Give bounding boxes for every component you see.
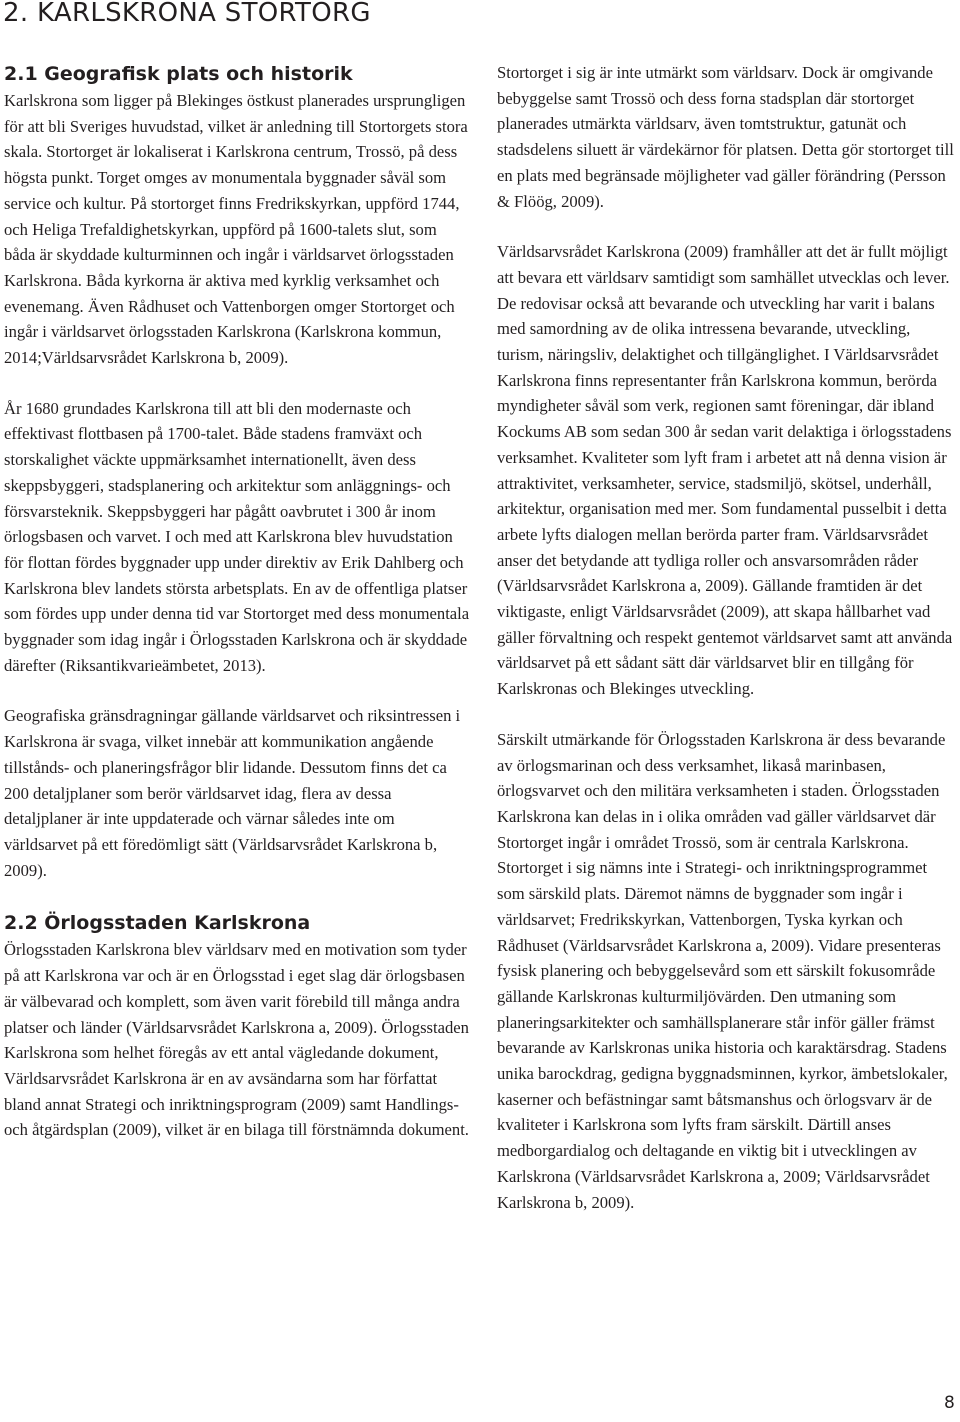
paragraph-geography-intro: Karlskrona som ligger på Blekinges östkust planerades ursprungligen för att bli Sveriges huvudstad, vilket är anledning till Stortorgets stora skala. Stortorget är lokaliserat i Karlskrona centrum, Trossö, på dess högsta punkt. Torget omges av monumentala byggnader såväl som service och kultur. På stortorget finns Fredrikskyrkan, uppförd 1744, och Heliga Trefaldighetskyrkan, uppförd på 1600-talets slut, som båda är skyddade kulturminnen och ingår i världsarvet örlogsstaden Karlskrona. Båda kyrkorna är aktiva med kyrklig verksamhet och evenemang. Även Rådhuset och Vattenborgen omger Stortorget och ingår i världsarvet örlogsstaden Karlskrona (Karlskrona kommun, 2014;Världsarvsrådet Karlskrona b, 2009). [4, 91, 468, 368]
paragraph-stortorget-status: Stortorget i sig är inte utmärkt som världsarv. Dock är omgivande bebyggelse samt Trossö och dess forna stadsplan där stortorget planerades utmärkta världsarv, även tomtstruktur, gatunät och stadsdelens siluett är värdekärnor för platsen. Detta gör stortorget till en plats med begränsade möjligheter vad gäller förändring (Persson & Flöög, 2009). [497, 63, 954, 211]
paragraph-varldsarvsradet: Världsarvsrådet Karlskrona (2009) framhåller att det är fullt möjligt att bevara ett världsarv samtidigt som samhället utvecklas och lever. De redovisar också att bevarande och utveckling har varit i balans med samordning av de olika intressena bevarande, utveckling, turism, näringsliv, delaktighet och tillgänglighet. I Världsarvsrådet Karlskrona finns representanter från Karlskrona kommun, berörda myndigheter såväl som verk, regionen samt föreningar, där ibland Kockums AB som sedan 300 år sedan varit delaktiga i örlogsstadens verksamhet. Kvaliteter som lyft fram i arbetet att nå denna vision är attraktivitet, verksamheter, service, stadsmiljö, skötsel, underhåll, arkitektur, organisation med mer. Som fundamental pusselbit i detta arbete lyfts dialogen mellan berörda parter fram. Världsarvsrådet anser det betydande att tydliga roller och ansvarsområden råder (Världsarvsrådet Karlskrona a, 2009). Gällande framtiden är det viktigaste, enligt Världsarvsrådet (2009), att skapa hållbarhet vad gäller förvaltning och respekt gentemot världsarvet samt att använda världsarvet på ett sådant sätt där världsarvet blir en tillgång för Karlskronas och Blekinges utveckling. [497, 242, 953, 699]
page-number: 8 [944, 1393, 955, 1413]
section-heading-2-1: 2.1 Geografisk plats och historik [4, 63, 353, 85]
section-heading-2-2: 2.2 Örlogsstaden Karlskrona [4, 912, 311, 935]
chapter-title: 2. KARLSKRONA STORTORG [3, 0, 371, 28]
paragraph-orlogsstaden: Örlogsstaden Karlskrona blev världsarv med en motivation som tyder på att Karlskrona var och är en Örlogsstad i eget slag där örlogsbasen är välbevarad och komplett, som även varit förebild till många andra platser och länder (Världsarvsrådet Karlskrona a, 2009). Örlogsstaden Karlskrona som helhet föregås av ett antal vägledande dokument, Världsarvsrådet Karlskrona är en av avsändarna som har författat bland annat Strategi och inriktningsprogram (2009) samt Handlings- och åtgärdsplan (2009), vilket är en bilaga till förstnämnda dokument. [4, 940, 469, 1140]
paragraph-history-1680: År 1680 grundades Karlskrona till att bli den modernaste och effektivast flottbasen på 1700-talet. Både stadens framväxt och storskalighet väckte uppmärksamhet internationellt, även dess skeppsbyggeri, stadsplanering och arkitektur som anläggnings- och försvarsteknik. Skeppsbyggeri har pågått oavbrutet i 300 år inom örlogsbasen och varvet. I och med att Karlskrona blev huvudstation för flottan fördes byggnader upp under direktiv av Erik Dahlberg och Karlskrona blev landets största arbetsplats. En av de offentliga platser som fördes upp under denna tid var Stortorget med dess monumentala byggnader som idag ingår i Örlogsstaden Karlskrona och är skyddade därefter (Riksantikvarieämbetet, 2013). [4, 398, 470, 675]
left-column [4, 60, 470, 1143]
paragraph-boundaries: Geografiska gränsdragningar gällande världsarvet och riksintressen i Karlskrona är svaga, vilket innebär att kommunikation angående tillstånds- och planeringsfrågor blir lidande. Dessutom finns det ca 200 detaljplaner som berör världsarvet idag, flera av dessa detaljplaner är inte uppdaterade och värnar således inte om världsarvet på ett föredömligt sätt (Världsarvsrådet Karlskrona b, 2009). [4, 706, 461, 880]
paragraph-sarskilt-utmarkande: Särskilt utmärkande för Örlogsstaden Karlskrona är dess bevarande av örlogsmarinan och dess verksamhet, likaså marinbasen, örlogsvarvet och den militära verksamheten i staden. Örlogsstaden Karlskrona kan delas in i olika områden vad gäller världsarvet där Stortorget ingår i området Trossö, som är centrala Karlskrona. Stortorget i sig nämns inte i Strategi- och inriktningsprogrammet som särskild plats. Däremot nämns de byggnader som ingår i världsarvet; Fredrikskyrkan, Vattenborgen, Tyska kyrkan och Rådhuset (Världsarvsrådet Karlskrona a, 2009). Vidare presenteras fysisk planering och bebyggelsevård som ett särskilt fokusområde gällande Karlskronas kulturmiljövärden. Den utmaning som planeringsarkitekter och samhällsplanerare står inför gäller främst bevarande av Karlskronas unika historia och karaktärsdrag. Stadens unika barockdrag, gedigna byggnadsminnen, kyrkor, ämbetslokaler, kaserner och befästningar samt båtsmanshus och örlogsvarv är de kvaliteter i Karlskrona som lyfts fram särskilt. Därtill anses medborgardialog och deltagande en viktig bit i utvecklingen av Karlskrona (Världsarvsrådet Karlskrona a, 2009; Världsarvsrådet Karlskrona b, 2009). [497, 729, 948, 1212]
right-column [497, 60, 957, 1215]
